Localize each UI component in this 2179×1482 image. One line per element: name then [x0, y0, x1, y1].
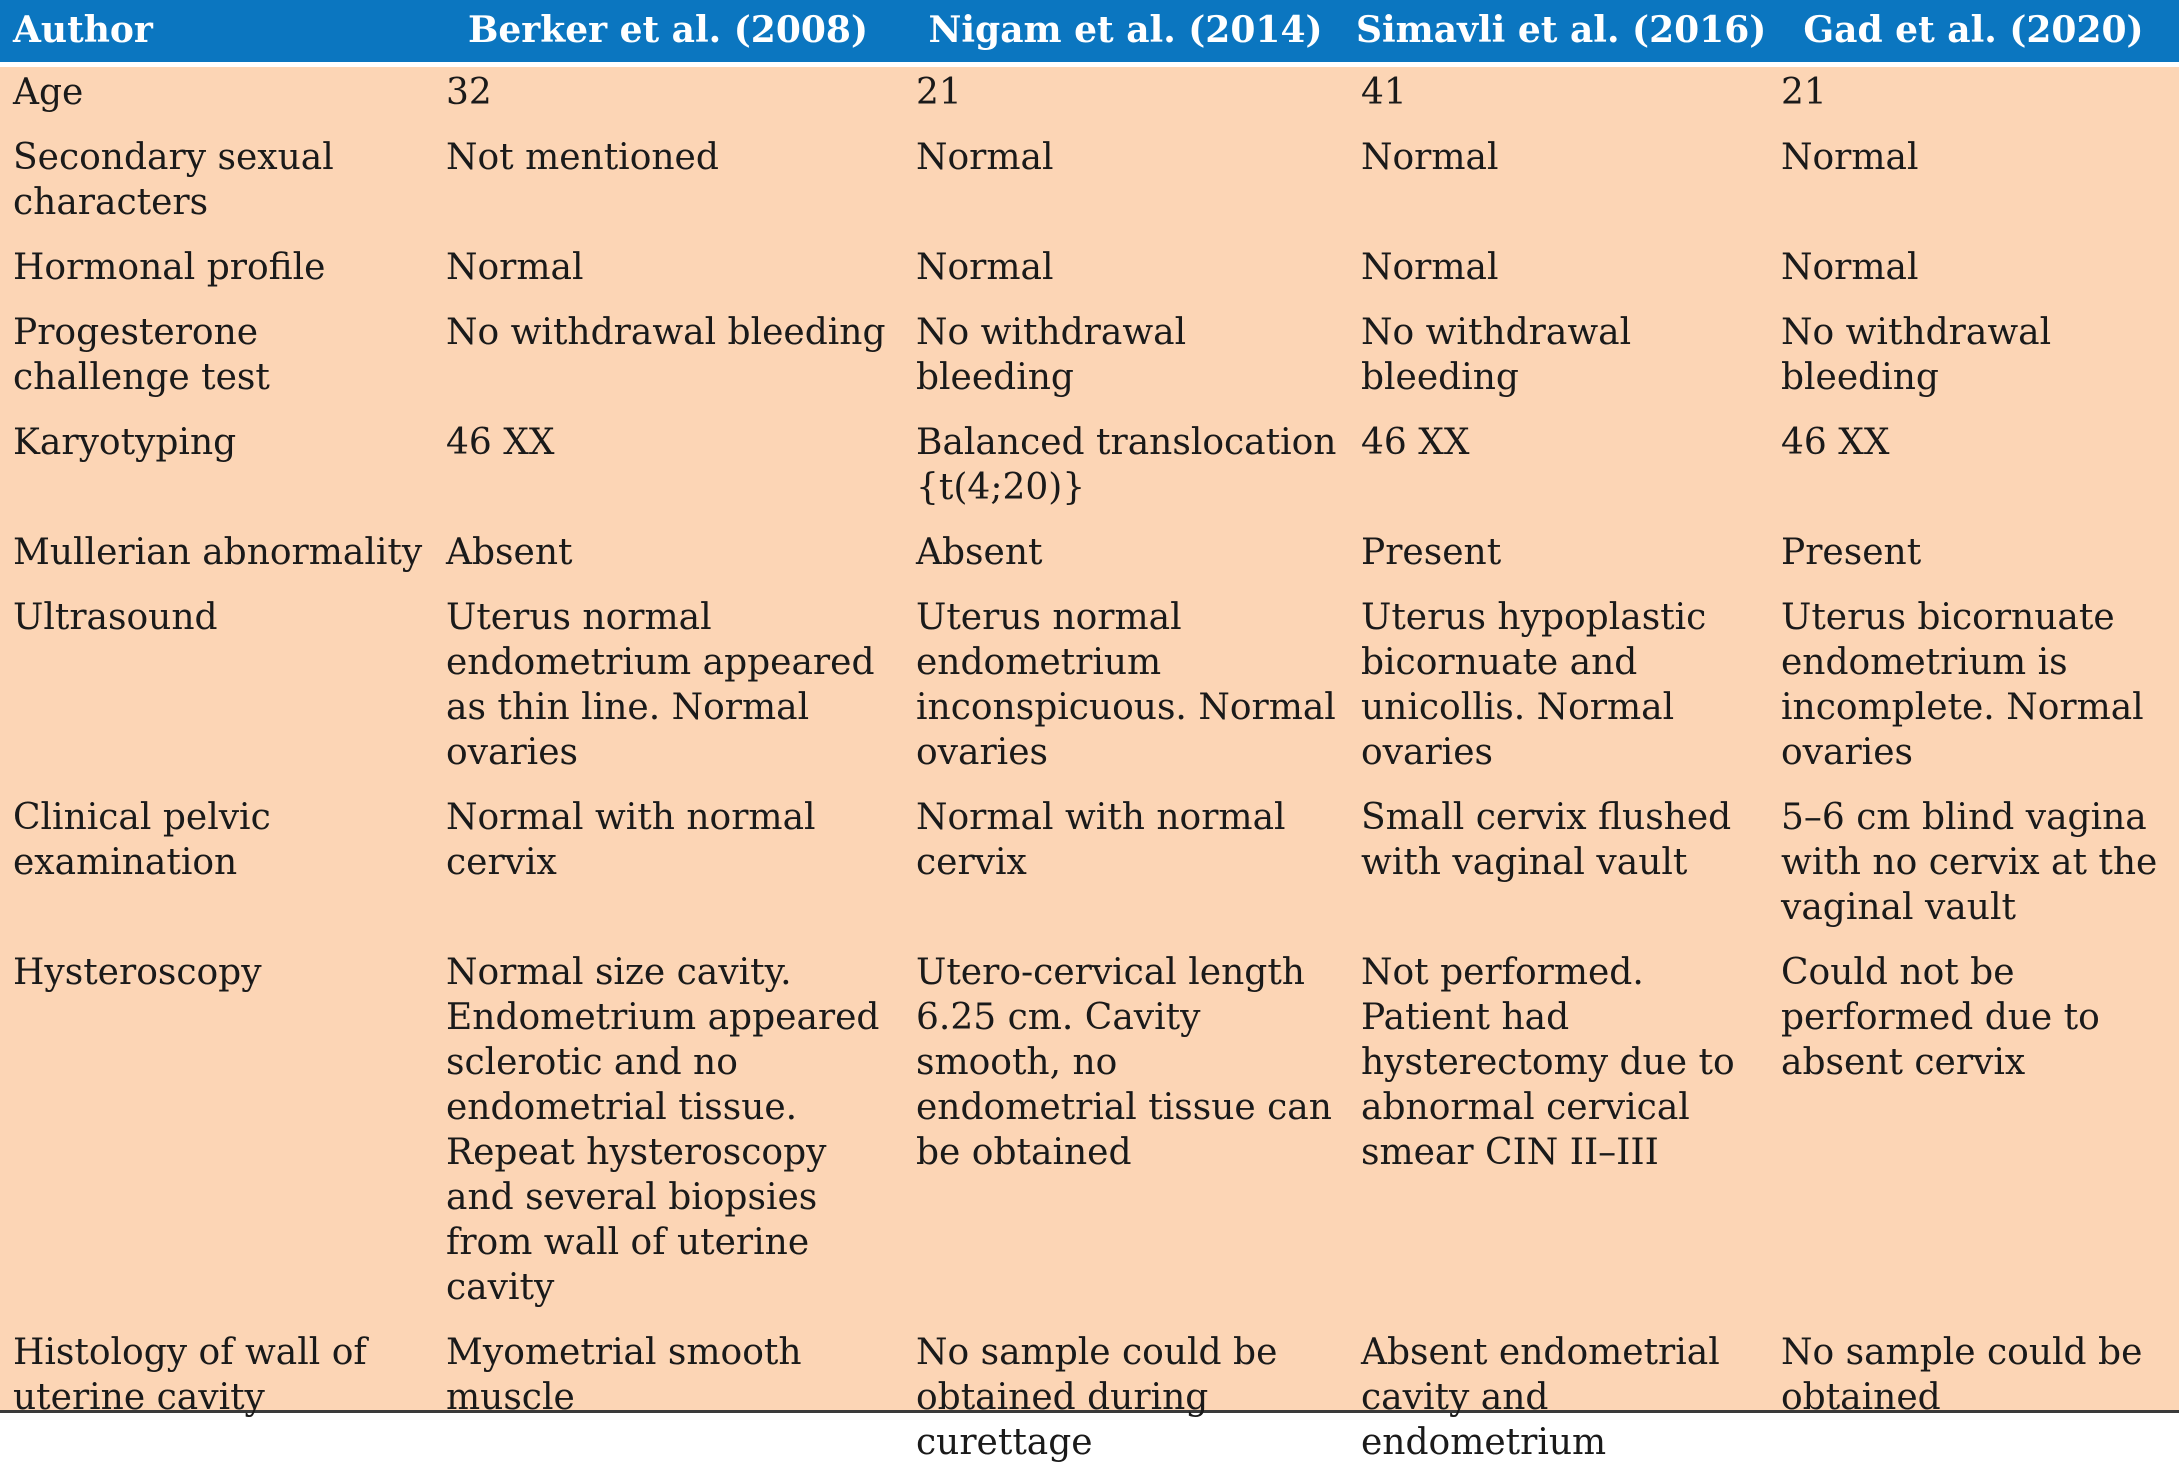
table-row: [0, 242, 2179, 307]
table-cell: 21: [916, 71, 962, 113]
header-author: Author: [13, 9, 153, 52]
table-cell: Normal: [446, 246, 584, 288]
row-label: Clinical pelvic examination: [13, 796, 271, 883]
table-cell: Uterus hypoplastic bicornuate and unicollis. Normal ovaries: [1361, 596, 1707, 773]
table-cell: Present: [1361, 531, 1502, 573]
table-cell: Normal with normal cervix: [916, 796, 1286, 883]
table-cell: Uterus normal endometrium appeared as thin line. Normal ovaries: [446, 596, 875, 773]
row-label: Secondary sexual characters: [13, 136, 334, 223]
header-simavli: Simavli et al. (2016): [1356, 9, 1767, 52]
table-cell: Could not be performed due to absent cervix: [1781, 951, 2100, 1083]
table-row: [0, 307, 2179, 417]
table-row: [0, 592, 2179, 792]
table-cell: Normal: [1781, 246, 1919, 288]
header-berker: Berker et al. (2008): [467, 9, 869, 52]
row-label: Ultrasound: [13, 596, 218, 638]
table-cell: 41: [1361, 71, 1407, 113]
table-cell: Present: [1781, 531, 1922, 573]
table-cell: 46 XX: [1361, 421, 1470, 463]
table-cell: Normal size cavity. Endometrium appeared sclerotic and no endometrial tissue. Repeat hysteroscopy and several biopsies from wall of uterine cavity: [446, 951, 880, 1308]
table-row: [0, 527, 2179, 592]
table-cell: 32: [446, 71, 492, 113]
table-cell: Absent: [446, 531, 573, 573]
table-cell: Normal: [916, 246, 1054, 288]
table-cell: No sample could be obtained during curettage: [916, 1331, 1278, 1463]
table-cell: Absent: [916, 531, 1043, 573]
table-cell: Normal: [1361, 136, 1499, 178]
table-cell: No withdrawal bleeding: [916, 311, 1187, 398]
table-cell: Normal with normal cervix: [446, 796, 816, 883]
table-cell: No withdrawal bleeding: [1361, 311, 1632, 398]
table-row: [0, 417, 2179, 527]
table-cell: Absent endometrial cavity and endometrium: [1361, 1331, 1720, 1463]
table-cell: Myometrial smooth muscle: [446, 1331, 802, 1418]
table-cell: Normal: [916, 136, 1054, 178]
table-cell: 46 XX: [1781, 421, 1890, 463]
table-cell: Utero-cervical length 6.25 cm. Cavity smooth, no endometrial tissue can be obtained: [916, 951, 1332, 1173]
table-cell: Uterus normal endometrium inconspicuous. Normal ovaries: [916, 596, 1336, 773]
row-label: Age: [13, 71, 84, 113]
table-row: [0, 1327, 2179, 1482]
row-label: Mullerian abnormality: [13, 531, 423, 573]
row-label: Hormonal profile: [13, 246, 326, 288]
table-cell: No withdrawal bleeding: [1781, 311, 2052, 398]
table-cell: Small cervix flushed with vaginal vault: [1361, 796, 1732, 883]
table-cell: No sample could be obtained: [1781, 1331, 2143, 1418]
table-cell: Balanced translocation {t(4;20)}: [916, 421, 1337, 508]
table-cell: 21: [1781, 71, 1827, 113]
table-row: [0, 64, 2179, 132]
table-cell: Not mentioned: [446, 136, 719, 178]
row-label: Karyotyping: [13, 421, 237, 463]
table-cell: Uterus bicornuate endometrium is incomplete. Normal ovaries: [1781, 596, 2144, 773]
table-cell: Not performed. Patient had hysterectomy due to abnormal cervical smear CIN II–III: [1361, 951, 1735, 1173]
table-row: [0, 947, 2179, 1327]
table-cell: Normal: [1781, 136, 1919, 178]
table-row: [0, 792, 2179, 947]
header-gad: Gad et al. (2020): [1803, 9, 2144, 52]
table-cell: No withdrawal bleeding: [446, 311, 886, 353]
table-cell: Normal: [1361, 246, 1499, 288]
row-label: Histology of wall of uterine cavity: [13, 1331, 367, 1418]
row-label: Progesterone challenge test: [13, 311, 270, 398]
row-label: Hysteroscopy: [13, 951, 262, 993]
header-nigam: Nigam et al. (2014): [928, 9, 1323, 52]
table-cell: 46 XX: [446, 421, 555, 463]
header-row: [0, 0, 2179, 64]
table-row: [0, 132, 2179, 242]
table-cell: 5–6 cm blind vagina with no cervix at the vaginal vault: [1781, 796, 2158, 928]
